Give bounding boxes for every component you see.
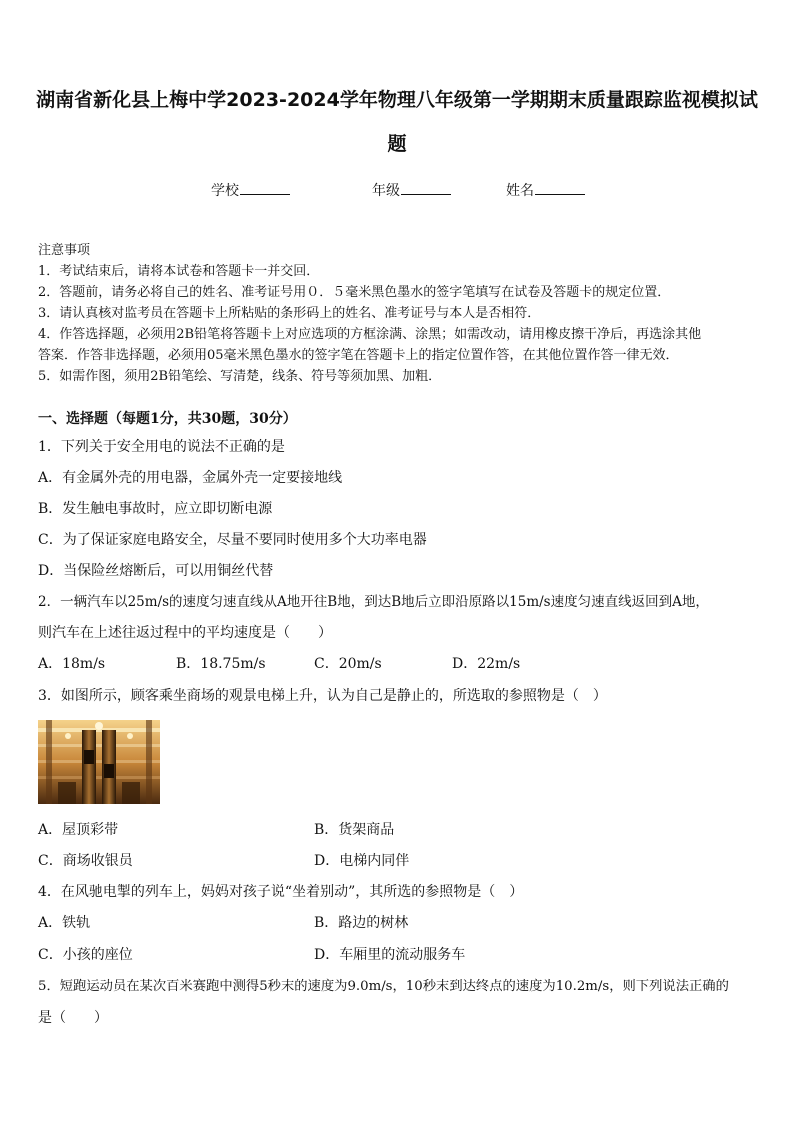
q3-option-a: A．屋顶彩带 (38, 822, 119, 838)
q3-option-c: C．商场收银员 (38, 853, 133, 869)
name-blank[interactable] (535, 180, 585, 195)
q2-option-c: C．20m/s (314, 656, 382, 672)
section-heading: 一、选择题（每题1分，共30题，30分） (38, 411, 297, 427)
q1-option-a: A．有金属外壳的用电器，金属外壳一定要接地线 (38, 470, 343, 486)
exam-title-line-1: 湖南省新化县上梅中学2023-2024学年物理八年级第一学期期末质量跟踪监视模拟试 (36, 89, 758, 111)
mall-elevator-photo-illustration (38, 720, 160, 804)
note-item: 1．考试结束后，请将本试卷和答题卡一并交回． (38, 264, 320, 279)
q3-option-d: D．电梯内同伴 (314, 853, 410, 869)
name-label: 姓名 (506, 183, 534, 199)
q2-stem-line-1: 2．一辆汽车以25m/s的速度匀速直线从A地开往B地，到达B地后立即沿原路以15m/s速度匀速直线返回到A地， (38, 594, 709, 610)
grade-blank[interactable] (401, 180, 451, 195)
q4-option-b: B．路边的树林 (314, 915, 409, 931)
grade-label: 年级 (372, 183, 400, 199)
exam-title-line-2: 题 (387, 133, 407, 155)
q1-option-b: B．发生触电事故时，应立即切断电源 (38, 501, 273, 517)
q4-option-d: D．车厢里的流动服务车 (314, 947, 466, 963)
note-item: 答案．作答非选择题，必须用05毫米黑色墨水的签字笔在答题卡上的指定位置作答，在其他位置作答一律无效． (38, 348, 679, 363)
exam-notes (38, 240, 758, 387)
note-item: 5．如需作图，须用2B铅笔绘、写清楚，线条、符号等须加黑、加粗． (38, 369, 442, 384)
notes-heading: 注意事项 (38, 243, 91, 258)
q2-stem-line-2: 则汽车在上述往返过程中的平均速度是（ ） (38, 625, 332, 641)
q1-option-c: C．为了保证家庭电路安全，尽量不要同时使用多个大功率电器 (38, 532, 427, 548)
school-label: 学校 (211, 183, 239, 199)
school-field (211, 180, 239, 200)
note-item: 4．作答选择题，必须用2B铅笔将答题卡上对应选项的方框涂满、涂黑；如需改动，请用橡皮擦干净后，再选涂其他 (38, 327, 702, 342)
q2-option-a: A．18m/s (38, 656, 106, 672)
mall-elevator-photo (38, 720, 160, 804)
note-item: 3．请认真核对监考员在答题卡上所粘贴的条形码上的姓名、准考证号与本人是否相符． (38, 306, 541, 321)
q5-stem-line-1: 5．短跑运动员在某次百米赛跑中测得5秒末的速度为9.0m/s，10秒末到达终点的速度为10.2m/s，则下列说法正确的 (38, 979, 729, 994)
name-field (506, 180, 534, 200)
q1-option-d: D．当保险丝熔断后，可以用铜丝代替 (38, 563, 274, 579)
school-blank[interactable] (240, 180, 290, 195)
q2-option-d: D．22m/s (452, 656, 521, 672)
q4-stem: 4．在风驰电掣的列车上，妈妈对孩子说“坐着别动”，其所选的参照物是（ ） (38, 884, 524, 900)
q1-stem: 1．下列关于安全用电的说法不正确的是 (38, 439, 285, 455)
note-item: 2．答题前，请务必将自己的姓名、准考证号用０．５毫米黑色墨水的签字笔填写在试卷及答题卡的规定位置． (38, 285, 671, 300)
q2-option-b: B．18.75m/s (176, 656, 266, 672)
exam-title (36, 80, 758, 164)
q3-stem: 3．如图所示，顾客乘坐商场的观景电梯上升，认为自己是静止的，所选取的参照物是（ ） (38, 688, 607, 704)
q3-option-b: B．货架商品 (314, 822, 395, 838)
student-info-row (0, 180, 794, 204)
grade-field (372, 180, 400, 200)
q4-option-c: C．小孩的座位 (38, 947, 133, 963)
q5-stem-line-2: 是（ ） (38, 1010, 108, 1026)
q4-option-a: A．铁轨 (38, 915, 91, 931)
